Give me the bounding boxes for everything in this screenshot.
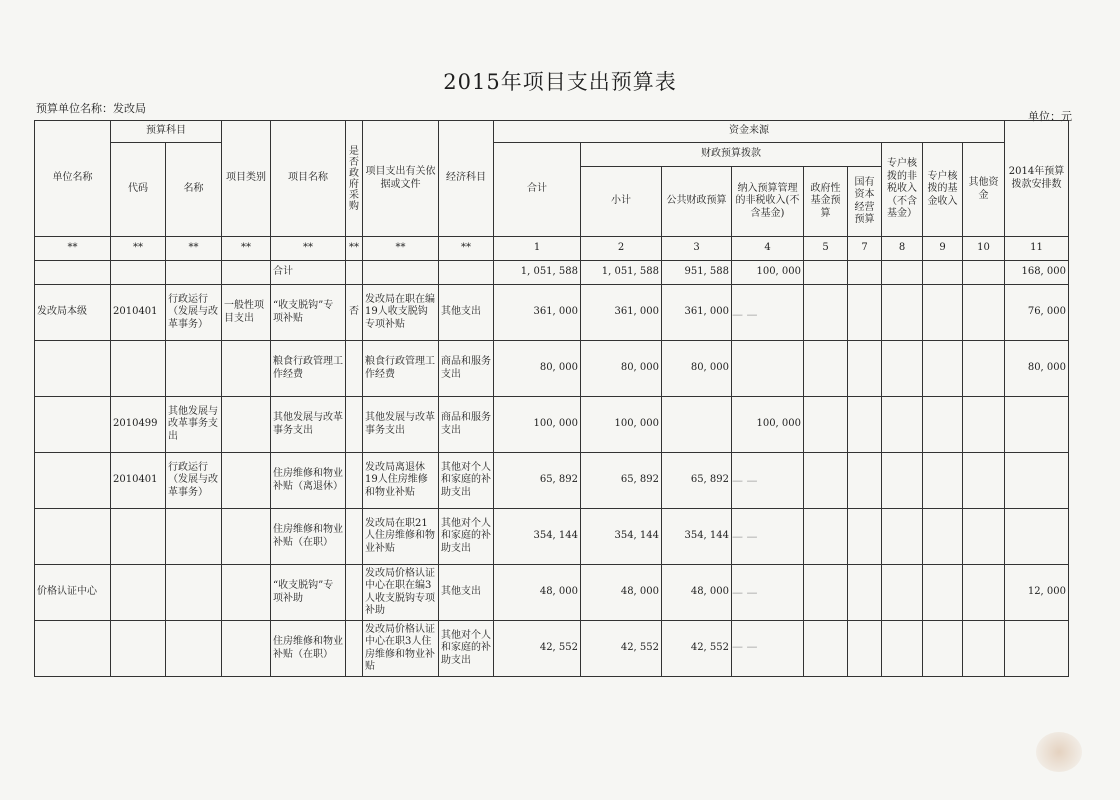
cell-total: 1, 051, 588 [494, 261, 581, 285]
header-public-budget: 公共财政预算 [662, 167, 732, 237]
cell-public [662, 397, 732, 453]
cell-govfund [804, 621, 848, 677]
cell-last [1005, 453, 1069, 509]
cell-econ: 其他对个人和家庭的补助支出 [439, 453, 494, 509]
cell-project: 粮食行政管理工作经费 [271, 341, 346, 397]
header-basis: 项目支出有关依据或文件 [363, 121, 439, 237]
cell-last: 76, 000 [1005, 285, 1069, 341]
index-cell: 11 [1005, 237, 1069, 261]
cell-purchase [346, 397, 363, 453]
index-cell: ** [222, 237, 271, 261]
index-cell: ** [166, 237, 222, 261]
cell-project: 住房维修和物业补贴（在职） [271, 509, 346, 565]
cell-special-fund [923, 453, 963, 509]
budget-unit-name: 预算单位名称：发改局 [36, 102, 146, 115]
cell-govfund [804, 509, 848, 565]
cell-purchase [346, 261, 363, 285]
cell-govfund [804, 397, 848, 453]
cell-econ: 其他对个人和家庭的补助支出 [439, 509, 494, 565]
index-cell: 8 [882, 237, 923, 261]
cell-name [166, 565, 222, 621]
cell-code [111, 565, 166, 621]
cell-special-fund [923, 261, 963, 285]
cell-name [166, 509, 222, 565]
cell-econ: 其他支出 [439, 565, 494, 621]
cell-unit: 发改局本级 [35, 285, 111, 341]
cell-basis [363, 261, 439, 285]
cell-total: 80, 000 [494, 341, 581, 397]
cell-name [166, 261, 222, 285]
cell-special-nontax [882, 509, 923, 565]
index-cell: ** [111, 237, 166, 261]
header-other: 其他资金 [963, 143, 1005, 237]
cell-total: 65, 892 [494, 453, 581, 509]
cell-purchase [346, 565, 363, 621]
cell-basis: 粮食行政管理工作经费 [363, 341, 439, 397]
cell-total: 42, 552 [494, 621, 581, 677]
cell-basis: 发改局在职在编19人收支脱钩专项补贴 [363, 285, 439, 341]
cell-basis: 其他发展与改革事务支出 [363, 397, 439, 453]
header-econ: 经济科目 [439, 121, 494, 237]
cell-other [963, 285, 1005, 341]
index-cell: ** [363, 237, 439, 261]
cell-special-nontax [882, 453, 923, 509]
cell-project: 其他发展与改革事务支出 [271, 397, 346, 453]
cell-name: 行政运行（发展与改革事务） [166, 453, 222, 509]
cell-name [166, 621, 222, 677]
cell-econ: 商品和服务支出 [439, 341, 494, 397]
handwritten-note: — — [732, 640, 758, 653]
index-cell: 7 [848, 237, 882, 261]
cell-total: 354, 144 [494, 509, 581, 565]
cell-project: “收支脱钩”专项补贴 [271, 285, 346, 341]
cell-public: 80, 000 [662, 341, 732, 397]
table-row [35, 397, 1069, 453]
cell-special-fund [923, 565, 963, 621]
cell-public: 48, 000 [662, 565, 732, 621]
cell-last: 80, 000 [1005, 341, 1069, 397]
cell-subtotal: 361, 000 [581, 285, 662, 341]
table-row [35, 261, 1069, 285]
cell-other [963, 341, 1005, 397]
cell-special-fund [923, 285, 963, 341]
cell-purchase: 否 [346, 285, 363, 341]
cell-last [1005, 397, 1069, 453]
currency-unit: 单位：元 [1028, 110, 1072, 123]
cell-unit [35, 453, 111, 509]
header-special-nontax: 专户核拨的非税收入（不含基金） [882, 143, 923, 237]
cell-name [166, 341, 222, 397]
cell-other [963, 565, 1005, 621]
handwritten-note: — — [732, 474, 758, 487]
cell-purchase [346, 341, 363, 397]
table-row [35, 509, 1069, 565]
cell-category: 一般性项目支出 [222, 285, 271, 341]
cell-public: 951, 588 [662, 261, 732, 285]
cell-category [222, 341, 271, 397]
cell-govfund [804, 285, 848, 341]
cell-unit [35, 621, 111, 677]
header-project-name: 项目名称 [271, 121, 346, 237]
header-subtotal: 小计 [581, 167, 662, 237]
cell-govfund [804, 565, 848, 621]
table-row [35, 621, 1069, 677]
cell-code: 2010499 [111, 397, 166, 453]
table-row [35, 285, 1069, 341]
cell-public: 361, 000 [662, 285, 732, 341]
index-cell: 5 [804, 237, 848, 261]
budget-table [34, 120, 1069, 677]
cell-unit [35, 509, 111, 565]
cell-other [963, 261, 1005, 285]
cell-other [963, 397, 1005, 453]
cell-code [111, 509, 166, 565]
cell-special-nontax [882, 565, 923, 621]
cell-special-fund [923, 341, 963, 397]
cell-basis: 发改局在职21人住房维修和物业补贴 [363, 509, 439, 565]
cell-public: 65, 892 [662, 453, 732, 509]
header-last-year: 2014年预算拨款安排数 [1005, 121, 1069, 237]
handwritten-note: — — [732, 586, 758, 599]
cell-code: 2010401 [111, 285, 166, 341]
table-row [35, 341, 1069, 397]
cell-econ [439, 261, 494, 285]
table-row [35, 565, 1069, 621]
cell-code [111, 621, 166, 677]
cell-soe [848, 397, 882, 453]
cell-unit: 价格认证中心 [35, 565, 111, 621]
header-name: 名称 [166, 143, 222, 237]
cell-econ: 商品和服务支出 [439, 397, 494, 453]
index-cell: ** [439, 237, 494, 261]
header-category: 项目类别 [222, 121, 271, 237]
cell-basis: 发改局价格认证中心在职在编3人收支脱钩专项补助 [363, 565, 439, 621]
cell-purchase [346, 621, 363, 677]
cell-subtotal: 42, 552 [581, 621, 662, 677]
cell-special-nontax [882, 285, 923, 341]
cell-special-nontax [882, 621, 923, 677]
header-soe-budget: 国有资本经营预算 [848, 167, 882, 237]
cell-public: 42, 552 [662, 621, 732, 677]
cell-soe [848, 261, 882, 285]
cell-special-nontax [882, 261, 923, 285]
cell-code [111, 261, 166, 285]
cell-public: 354, 144 [662, 509, 732, 565]
cell-soe [848, 565, 882, 621]
handwritten-note: — — [732, 530, 758, 543]
cell-other [963, 621, 1005, 677]
cell-special-fund [923, 397, 963, 453]
cell-govfund [804, 261, 848, 285]
header-gov-fund: 政府性基金预算 [804, 167, 848, 237]
cell-nontax: 100, 000 [732, 261, 804, 285]
cell-subtotal: 80, 000 [581, 341, 662, 397]
cell-category [222, 565, 271, 621]
header-dept-name: 单位名称 [35, 121, 111, 237]
cell-special-nontax [882, 341, 923, 397]
cell-purchase [346, 509, 363, 565]
cell-subtotal: 65, 892 [581, 453, 662, 509]
cell-subtotal: 100, 000 [581, 397, 662, 453]
cell-category [222, 509, 271, 565]
header-code: 代码 [111, 143, 166, 237]
cell-unit [35, 261, 111, 285]
header-total: 合计 [494, 143, 581, 237]
cell-subtotal: 1, 051, 588 [581, 261, 662, 285]
cell-last [1005, 621, 1069, 677]
cell-nontax [732, 341, 804, 397]
cell-total: 100, 000 [494, 397, 581, 453]
index-cell: 9 [923, 237, 963, 261]
cell-code [111, 341, 166, 397]
cell-special-fund [923, 621, 963, 677]
header-subject: 预算科目 [111, 121, 222, 143]
cell-total: 361, 000 [494, 285, 581, 341]
index-cell: 2 [581, 237, 662, 261]
header-funding: 资金来源 [494, 121, 1005, 143]
cell-other [963, 509, 1005, 565]
cell-unit [35, 341, 111, 397]
cell-soe [848, 285, 882, 341]
cell-category [222, 261, 271, 285]
cell-soe [848, 621, 882, 677]
cell-category [222, 453, 271, 509]
cell-category [222, 621, 271, 677]
cell-basis: 发改局离退休19人住房维修和物业补贴 [363, 453, 439, 509]
cell-soe [848, 509, 882, 565]
handwritten-note: — — [732, 308, 758, 321]
table-row [35, 453, 1069, 509]
cell-soe [848, 341, 882, 397]
paper-stain [1036, 732, 1082, 772]
index-cell: ** [35, 237, 111, 261]
cell-nontax: 100, 000 [732, 397, 804, 453]
cell-last: 168, 000 [1005, 261, 1069, 285]
index-cell: 4 [732, 237, 804, 261]
cell-govfund [804, 341, 848, 397]
cell-category [222, 397, 271, 453]
index-cell: ** [271, 237, 346, 261]
header-nontax: 纳入预算管理的非税收入(不含基金) [732, 167, 804, 237]
cell-project: 住房维修和物业补贴（离退休） [271, 453, 346, 509]
cell-total: 48, 000 [494, 565, 581, 621]
cell-soe [848, 453, 882, 509]
index-cell: 10 [963, 237, 1005, 261]
cell-govfund [804, 453, 848, 509]
header-fiscal: 财政预算拨款 [581, 143, 882, 167]
cell-unit [35, 397, 111, 453]
cell-project: 合计 [271, 261, 346, 285]
cell-special-fund [923, 509, 963, 565]
header-special-fund: 专户核拨的基金收入 [923, 143, 963, 237]
cell-purchase [346, 453, 363, 509]
cell-other [963, 453, 1005, 509]
index-cell: 3 [662, 237, 732, 261]
cell-special-nontax [882, 397, 923, 453]
cell-project: “收支脱钩”专项补助 [271, 565, 346, 621]
cell-name: 其他发展与改革事务支出 [166, 397, 222, 453]
cell-last: 12, 000 [1005, 565, 1069, 621]
page-title: 2015年项目支出预算表 [443, 70, 677, 94]
cell-subtotal: 48, 000 [581, 565, 662, 621]
cell-basis: 发改局价格认证中心在职3人住房维修和物业补贴 [363, 621, 439, 677]
cell-code: 2010401 [111, 453, 166, 509]
cell-econ: 其他支出 [439, 285, 494, 341]
header-gov-purchase: 是否政府采购 [346, 121, 363, 237]
cell-econ: 其他对个人和家庭的补助支出 [439, 621, 494, 677]
cell-project: 住房维修和物业补贴（在职） [271, 621, 346, 677]
index-cell: ** [346, 237, 363, 261]
cell-name: 行政运行（发展与改革事务） [166, 285, 222, 341]
cell-subtotal: 354, 144 [581, 509, 662, 565]
cell-last [1005, 509, 1069, 565]
index-cell: 1 [494, 237, 581, 261]
